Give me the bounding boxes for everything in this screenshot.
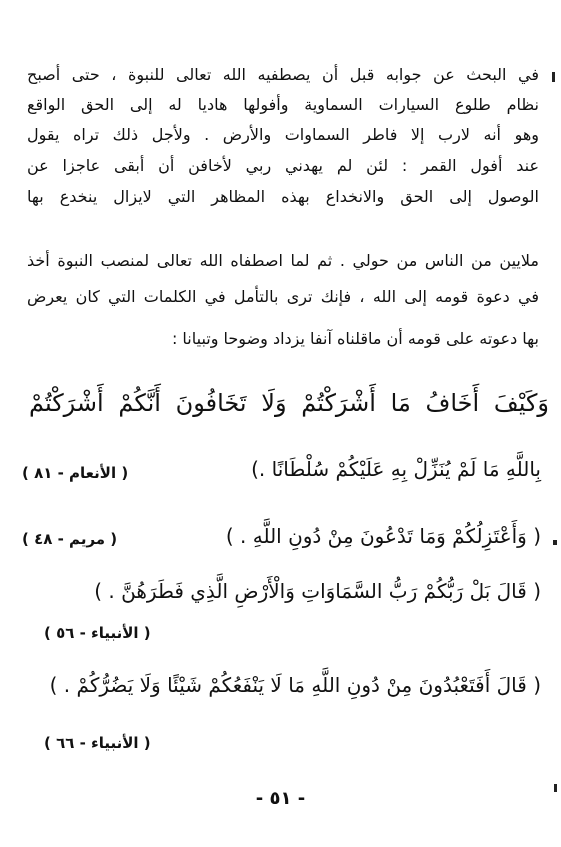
verse-3-reference: ( الأنبياء - ٥٦ ) — [44, 624, 151, 642]
margin-mark-middle — [553, 540, 557, 545]
prose-line-3: وهو أنه لارب إلا فاطر السماوات والأرض . ولأجل ذلك تراه يقول — [27, 125, 539, 144]
prose-line-2: نظام طلوع السيارات السماوية وأفولها هاديا له إلى الحق الواقع — [27, 95, 539, 114]
prose-line-5: الوصول إلى الحق والانخداع بهذه المظاهر التي لايزال ينخدع بها — [27, 187, 539, 206]
verse-2: ( وَأَعْتَزِلُكُمْ وَمَا تَدْعُونَ مِنْ دُونِ اللَّهِ . ) — [225, 524, 541, 548]
prose-line-8: بها دعوته على قومه أن ماقلناه آنفا يزداد وضوحا وتبيانا : — [171, 329, 539, 348]
margin-mark-bottom — [554, 784, 557, 792]
verse-1-reference: ( الأنعام - ٨١ ) — [22, 464, 129, 482]
prose-line-1: في البحث عن جوابه قبل أن يصطفيه الله تعالى للنبوة ، حتى أصبح — [27, 65, 539, 84]
margin-mark-top — [552, 72, 555, 82]
verse-1-line-2: بِاللَّهِ مَا لَمْ يُنَزِّلْ بِهِ عَلَيْكُمْ سُلْطَانًا .) — [251, 457, 541, 481]
prose-line-7: في دعوة قومه إلى الله ، فإنك ترى بالتأمل في الكلمات التي كان يعرض — [27, 287, 539, 306]
verse-4-reference: ( الأنبياء - ٦٦ ) — [44, 734, 151, 752]
prose-line-4: عند أفول القمر : لئن لم يهدني ربي لأخافن أن أبقى عاجزا عن — [27, 156, 539, 175]
prose-line-6: ملايين من الناس من حولي . ثم لما اصطفاه الله تعالى لمنصب النبوة أخذ — [27, 251, 539, 270]
page-number: - ٥١ - — [255, 788, 306, 809]
verse-3: ( قَالَ بَلْ رَبُّكُمْ رَبُّ السَّمَاوَاتِ وَالْأَرْضِ الَّذِي فَطَرَهُنَّ . ) — [94, 579, 541, 603]
verse-1-line-1: وَكَيْفَ أَخَافُ مَا أَشْرَكْتُمْ وَلَا تَخَافُونَ أَنَّكُمْ أَشْرَكْتُمْ — [29, 389, 549, 417]
verse-4: ( قَالَ أَفَتَعْبُدُونَ مِنْ دُونِ اللَّهِ مَا لَا يَنْفَعُكُمْ شَيْئًا وَلَا يَضُرُّكُمْ . ) — [49, 673, 541, 697]
verse-2-reference: ( مريم - ٤٨ ) — [22, 530, 118, 548]
